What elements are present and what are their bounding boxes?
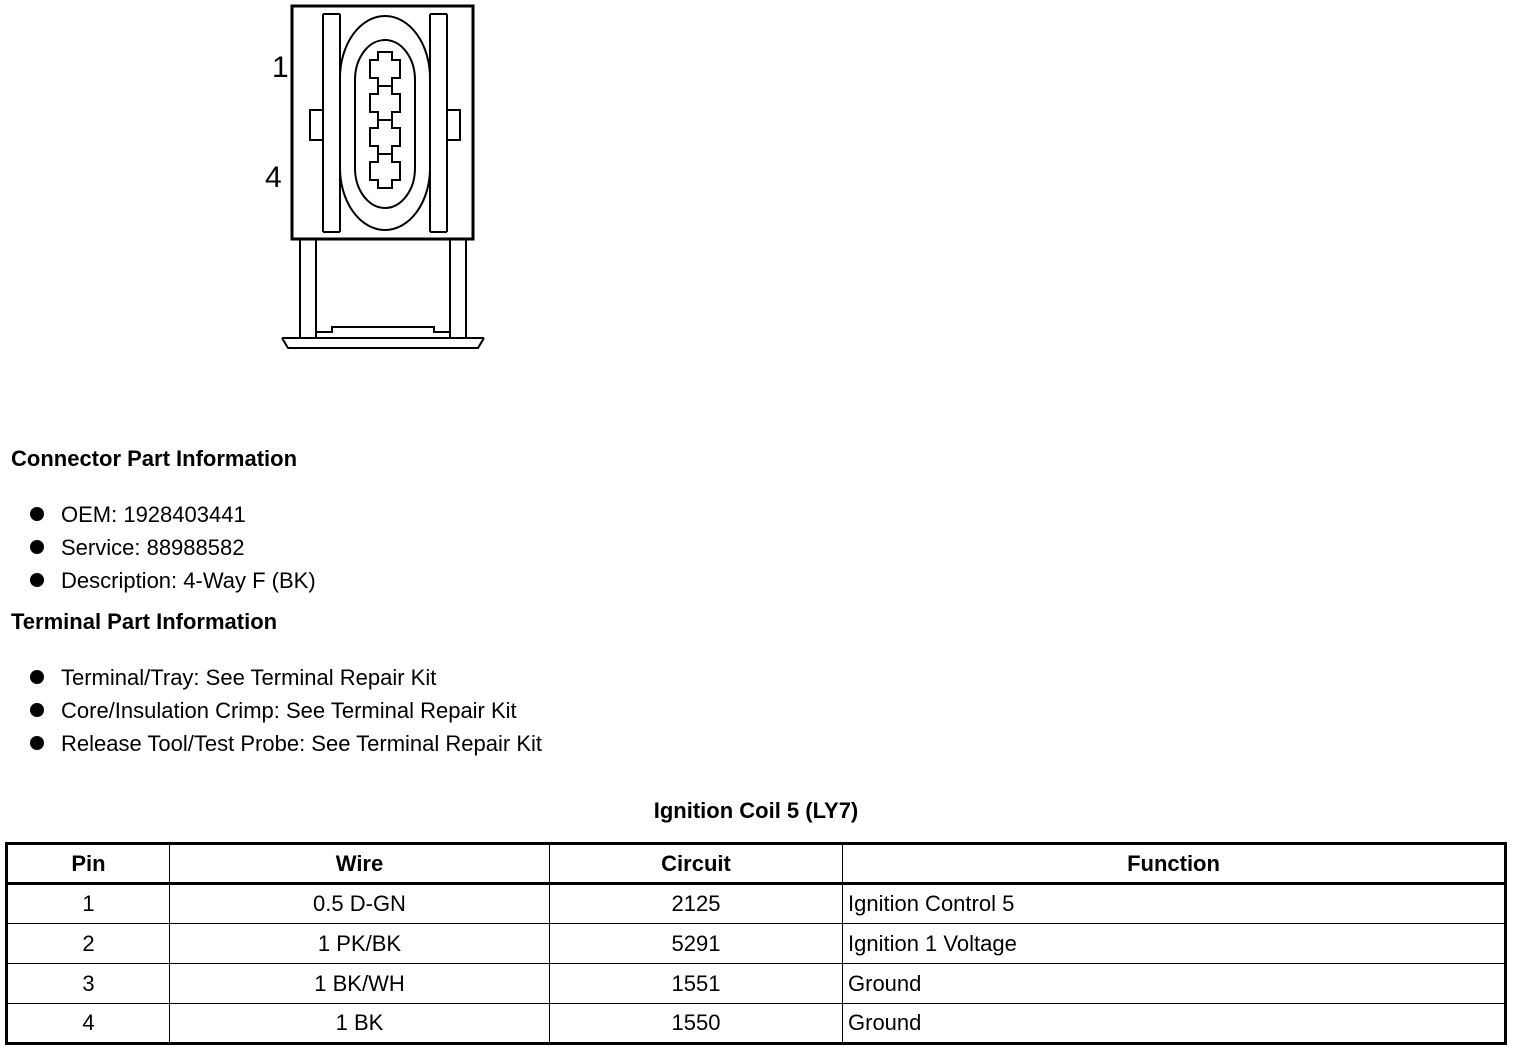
table-title: Ignition Coil 5 (LY7) (653, 798, 859, 823)
header-wire: Wire (170, 844, 550, 884)
connector-oem: OEM: 1928403441 (61, 502, 246, 527)
cell-circuit: 1550 (550, 1004, 843, 1044)
cell-wire: 1 PK/BK (170, 924, 550, 964)
header-circuit: Circuit (550, 844, 843, 884)
cell-pin: 1 (7, 884, 170, 924)
cell-circuit: 1551 (550, 964, 843, 1004)
pinout-table (5, 842, 1507, 1045)
list-item (30, 531, 316, 564)
cell-wire: 0.5 D-GN (170, 884, 550, 924)
bullet-icon (30, 736, 44, 750)
terminal-tray: Terminal/Tray: See Terminal Repair Kit (61, 665, 437, 690)
list-item (30, 564, 316, 597)
cell-wire: 1 BK (170, 1004, 550, 1044)
cell-function: Ground (843, 964, 1506, 1004)
cell-pin: 4 (7, 1004, 170, 1044)
table-row (7, 924, 1506, 964)
cell-circuit: 2125 (550, 884, 843, 924)
connector-description: Description: 4-Way F (BK) (61, 568, 316, 593)
connector-outline (260, 0, 500, 360)
header-pin: Pin (7, 844, 170, 884)
list-item (30, 498, 316, 531)
table-row (7, 884, 1506, 924)
cell-function: Ignition 1 Voltage (843, 924, 1506, 964)
table-row (7, 964, 1506, 1004)
terminal-crimp: Core/Insulation Crimp: See Terminal Repair Kit (61, 698, 517, 723)
connector-diagram (260, 0, 500, 360)
list-item (30, 661, 542, 694)
terminal-release-tool: Release Tool/Test Probe: See Terminal Repair Kit (61, 731, 542, 756)
bullet-icon (30, 703, 44, 717)
terminal-part-heading: Terminal Part Information (11, 609, 278, 634)
table-header-row (7, 844, 1506, 884)
bullet-icon (30, 573, 44, 587)
header-function: Function (843, 844, 1506, 884)
table-row (7, 1004, 1506, 1044)
cell-pin: 3 (7, 964, 170, 1004)
pin-label-1: 1 (272, 51, 289, 84)
connector-part-heading: Connector Part Information (11, 446, 298, 471)
connector-service: Service: 88988582 (61, 535, 245, 560)
list-item (30, 694, 542, 727)
cell-function: Ignition Control 5 (843, 884, 1506, 924)
cell-circuit: 5291 (550, 924, 843, 964)
cell-function: Ground (843, 1004, 1506, 1044)
terminal-part-list (30, 661, 542, 760)
bullet-icon (30, 507, 44, 521)
list-item (30, 727, 542, 760)
cell-wire: 1 BK/WH (170, 964, 550, 1004)
cell-pin: 2 (7, 924, 170, 964)
connector-part-list (30, 498, 316, 597)
pin-label-4: 4 (265, 161, 282, 194)
bullet-icon (30, 540, 44, 554)
bullet-icon (30, 670, 44, 684)
